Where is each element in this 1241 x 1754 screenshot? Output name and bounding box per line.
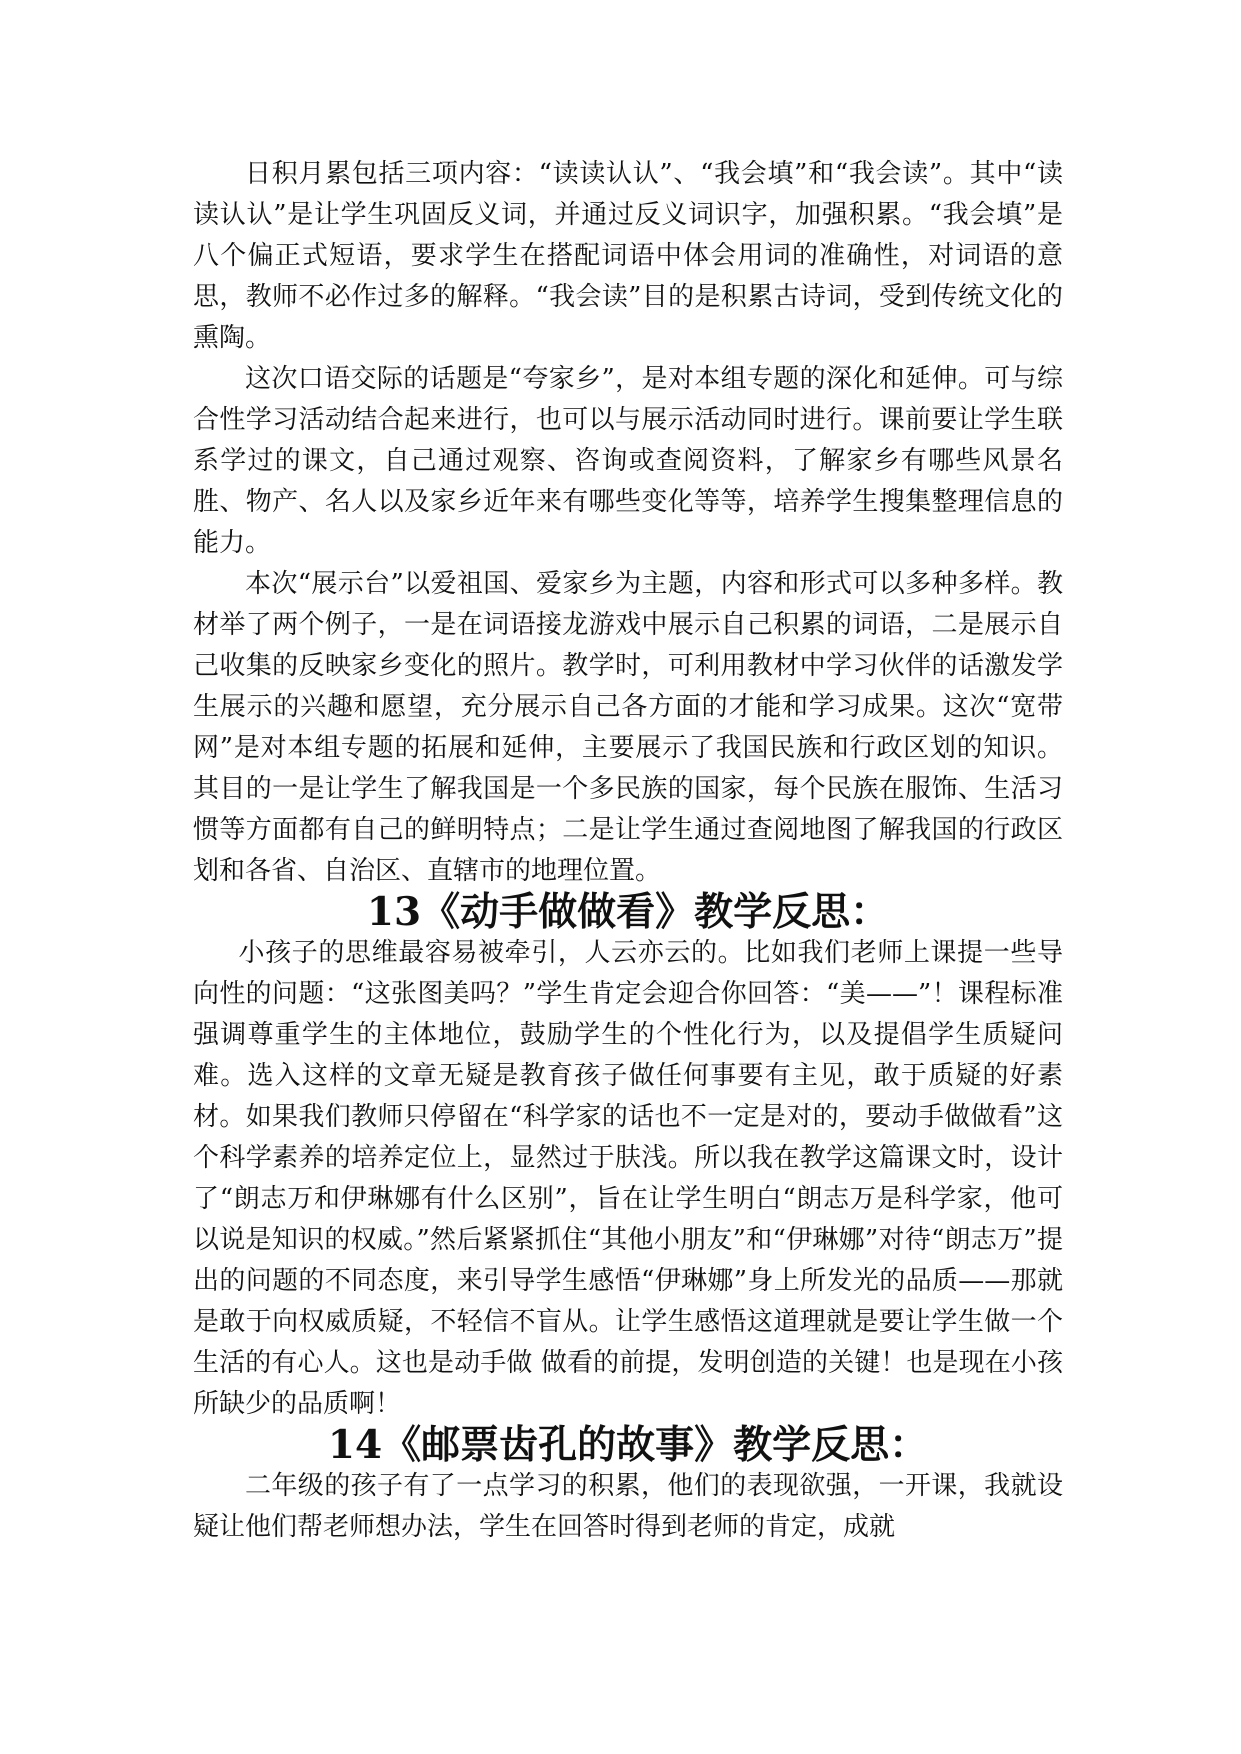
paragraph-showcase: 本次“展示台”以爱祖国、爱家乡为主题，内容和形式可以多种多样。教材举了两个例子，一是在词语接龙游戏中展示自己积累的词语，二是展示自己收集的反映家乡变化的照片。教学时，可利用教材中学习伙伴的话激发学生展示的兴趣和愿望，充分展示自己各方面的才能和学习成果。这次“宽带网”是对本组专题的拓展和延伸，主要展示了我国民族和行政区划的知识。其目的一是让学生了解我国是一个多民族的国家，每个民族在服饰、生活习惯等方面都有自己的鲜明特点；二是让学生通过查阅地图了解我国的行政区划和各省、自治区、直辖市的地理位置。	[193, 569, 1063, 886]
document-body	[193, 154, 1063, 1548]
section-14-heading: 14《邮票齿孔的故事》教学反思：	[327, 1422, 929, 1468]
section-14-body: 二年级的孩子有了一点学习的积累，他们的表现欲强，一开课，我就设疑让他们帮老师想办法，学生在回答时得到老师的肯定，成就	[193, 1471, 1063, 1542]
paragraph-accumulation: 日积月累包括三项内容：“读读认认”、“我会填”和“我会读”。其中“读读认认”是让学生巩固反义词，并通过反义词识字，加强积累。“我会填”是八个偏正式短语，要求学生在搭配词语中体会用词的准确性，对词语的意思，教师不必作过多的解释。“我会读”目的是积累古诗词，受到传统文化的熏陶。	[193, 159, 1063, 353]
section-13-heading: 13《动手做做看》教学反思：	[366, 889, 890, 935]
paragraph-oral-communication: 这次口语交际的话题是“夸家乡”，是对本组专题的深化和延伸。可与综合性学习活动结合起来进行，也可以与展示活动同时进行。课前要让学生联系学过的课文，自己通过观察、咨询或查阅资料，了解家乡有哪些风景名胜、物产、名人以及家乡近年来有哪些变化等等，培养学生搜集整理信息的能力。	[193, 364, 1063, 558]
section-13-body: 小孩子的思维最容易被牵引，人云亦云的。比如我们老师上课提一些导向性的问题：“这张图美吗？”学生肯定会迎合你回答：“美——”！课程标准强调尊重学生的主体地位，鼓励学生的个性化行为，以及提倡学生质疑问难。选入这样的文章无疑是教育孩子做任何事要有主见，敢于质疑的好素材。如果我们教师只停留在“科学家的话也不一定是对的，要动手做做看”这个科学素养的培养定位上，显然过于肤浅。所以我在教学这篇课文时，设计了“朗志万和伊琳娜有什么区别”，旨在让学生明白“朗志万是科学家，他可以说是知识的权威。”然后紧紧抓住“其他小朋友”和“伊琳娜”对待“朗志万”提出的问题的不同态度，来引导学生感悟“伊琳娜”身上所发光的品质——那就是敢于向权威质疑，不轻信不盲从。让学生感悟这道理就是要让学生做一个生活的有心人。这也是动手做 做看的前提，发明创造的关键！也是现在小孩所缺少的品质啊！	[193, 938, 1063, 1419]
